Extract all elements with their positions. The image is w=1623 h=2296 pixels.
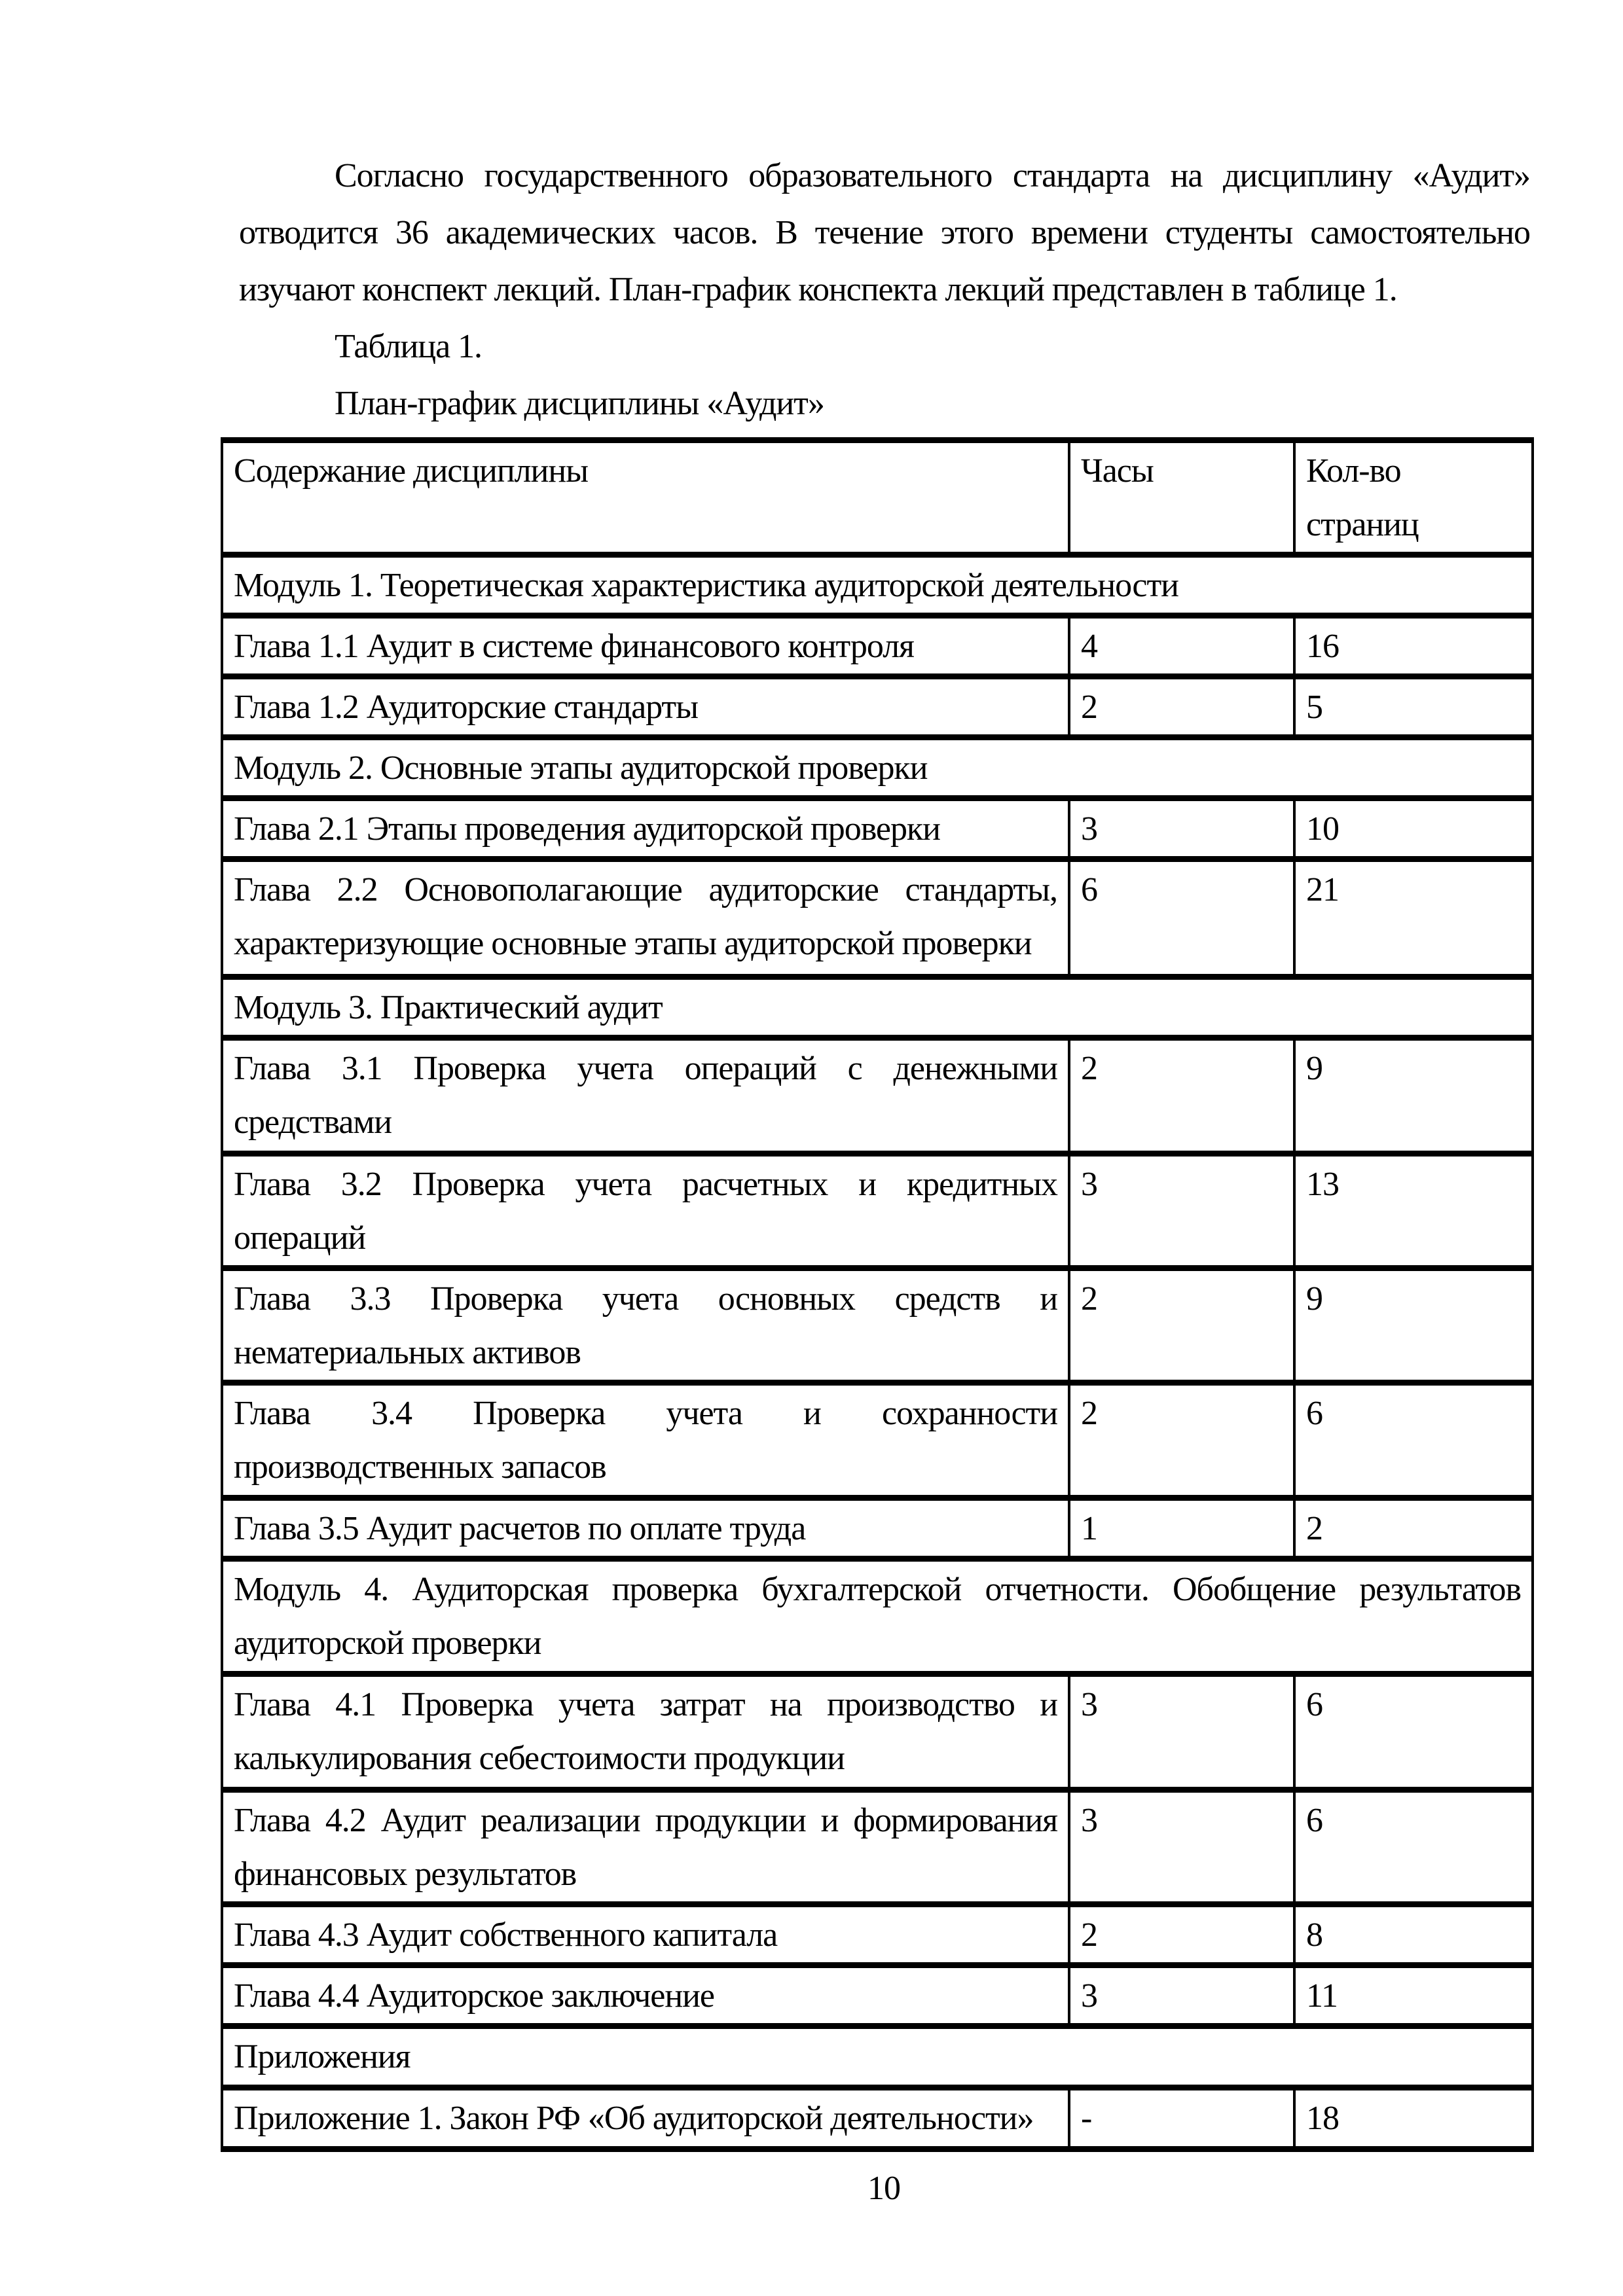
table-header-row	[222, 440, 1533, 555]
table-row	[222, 616, 1533, 677]
chapter-cell: Глава 1.2 Аудиторские стандарты	[222, 677, 1069, 738]
chapter-cell: Глава 2.1 Этапы проведения аудиторской проверки	[222, 798, 1069, 859]
table-row	[222, 1383, 1533, 1498]
header-content: Содержание дисциплины	[222, 440, 1069, 555]
header-hours: Часы	[1069, 440, 1294, 555]
hours-cell: 3	[1069, 1154, 1294, 1268]
table-caption: Таблица 1.	[335, 328, 482, 365]
chapter-cell: Приложение 1. Закон РФ «Об аудиторской деятельности»	[222, 2088, 1069, 2149]
pages-cell: 5	[1294, 677, 1533, 738]
table-row	[222, 677, 1533, 738]
hours-cell: 2	[1069, 1038, 1294, 1154]
table-row	[222, 977, 1533, 1038]
table-title: План-график дисциплины «Аудит»	[335, 385, 824, 422]
chapter-cell: Глава 4.1 Проверка учета затрат на производство и калькулирования себестоимости продукции	[222, 1674, 1069, 1790]
pages-cell: 2	[1294, 1498, 1533, 1559]
pages-cell: 13	[1294, 1154, 1533, 1268]
chapter-cell: Глава 3.1 Проверка учета операций с денежными средствами	[222, 1038, 1069, 1154]
table-row	[222, 1965, 1533, 2026]
pages-cell: 21	[1294, 859, 1533, 977]
hours-cell: 2	[1069, 677, 1294, 738]
pages-cell: 10	[1294, 798, 1533, 859]
table-row	[222, 738, 1533, 798]
hours-cell: 3	[1069, 1790, 1294, 1905]
table-row	[222, 1905, 1533, 1965]
table-row	[222, 1674, 1533, 1790]
section-cell: Приложения	[222, 2026, 1533, 2088]
table-row	[222, 859, 1533, 977]
chapter-cell: Глава 1.1 Аудит в системе финансового контроля	[222, 616, 1069, 677]
hours-cell: 2	[1069, 1268, 1294, 1383]
table-row	[222, 2088, 1533, 2149]
hours-cell: 3	[1069, 1965, 1294, 2026]
pages-cell: 6	[1294, 1383, 1533, 1498]
table-row	[222, 798, 1533, 859]
hours-cell: -	[1069, 2088, 1294, 2149]
table-row	[222, 555, 1533, 616]
table-row	[222, 2026, 1533, 2088]
pages-cell: 18	[1294, 2088, 1533, 2149]
section-cell: Модуль 2. Основные этапы аудиторской проверки	[222, 738, 1533, 798]
table-row	[222, 1038, 1533, 1154]
pages-cell: 16	[1294, 616, 1533, 677]
section-cell: Модуль 3. Практический аудит	[222, 977, 1533, 1038]
chapter-cell: Глава 4.2 Аудит реализации продукции и формирования финансовых результатов	[222, 1790, 1069, 1905]
page-number: 10	[867, 2170, 900, 2207]
table-row	[222, 1498, 1533, 1559]
hours-cell: 2	[1069, 1905, 1294, 1965]
plan-table	[221, 437, 1534, 2152]
chapter-cell: Глава 4.4 Аудиторское заключение	[222, 1965, 1069, 2026]
intro-block	[239, 147, 1530, 432]
chapter-cell: Глава 3.3 Проверка учета основных средств и нематериальных активов	[222, 1268, 1069, 1383]
chapter-cell: Глава 4.3 Аудит собственного капитала	[222, 1905, 1069, 1965]
section-cell: Модуль 4. Аудиторская проверка бухгалтерской отчетности. Обобщение результатов аудиторской проверки	[222, 1559, 1533, 1674]
table-row	[222, 1790, 1533, 1905]
hours-cell: 3	[1069, 1674, 1294, 1790]
pages-cell: 6	[1294, 1674, 1533, 1790]
header-pages: Кол-во страниц	[1294, 440, 1533, 555]
hours-cell: 4	[1069, 616, 1294, 677]
hours-cell: 3	[1069, 798, 1294, 859]
chapter-cell: Глава 3.4 Проверка учета и сохранности производственных запасов	[222, 1383, 1069, 1498]
table-row	[222, 1559, 1533, 1674]
section-cell: Модуль 1. Теоретическая характеристика аудиторской деятельности	[222, 555, 1533, 616]
pages-cell: 11	[1294, 1965, 1533, 2026]
chapter-cell: Глава 3.5 Аудит расчетов по оплате труда	[222, 1498, 1069, 1559]
hours-cell: 6	[1069, 859, 1294, 977]
pages-cell: 9	[1294, 1038, 1533, 1154]
pages-cell: 9	[1294, 1268, 1533, 1383]
intro-paragraph: Согласно государственного образовательного стандарта на дисциплину «Аудит» отводится 36 академических часов. В течение этого времени студенты самостоятельно изучают конспект лекций. План-график конспекта лекций представлен в таблице 1.	[239, 157, 1530, 308]
hours-cell: 1	[1069, 1498, 1294, 1559]
pages-cell: 8	[1294, 1905, 1533, 1965]
table-row	[222, 1268, 1533, 1383]
table-row	[222, 1154, 1533, 1268]
chapter-cell: Глава 3.2 Проверка учета расчетных и кредитных операций	[222, 1154, 1069, 1268]
hours-cell: 2	[1069, 1383, 1294, 1498]
pages-cell: 6	[1294, 1790, 1533, 1905]
chapter-cell: Глава 2.2 Основополагающие аудиторские стандарты, характеризующие основные этапы аудиторской проверки	[222, 859, 1069, 977]
